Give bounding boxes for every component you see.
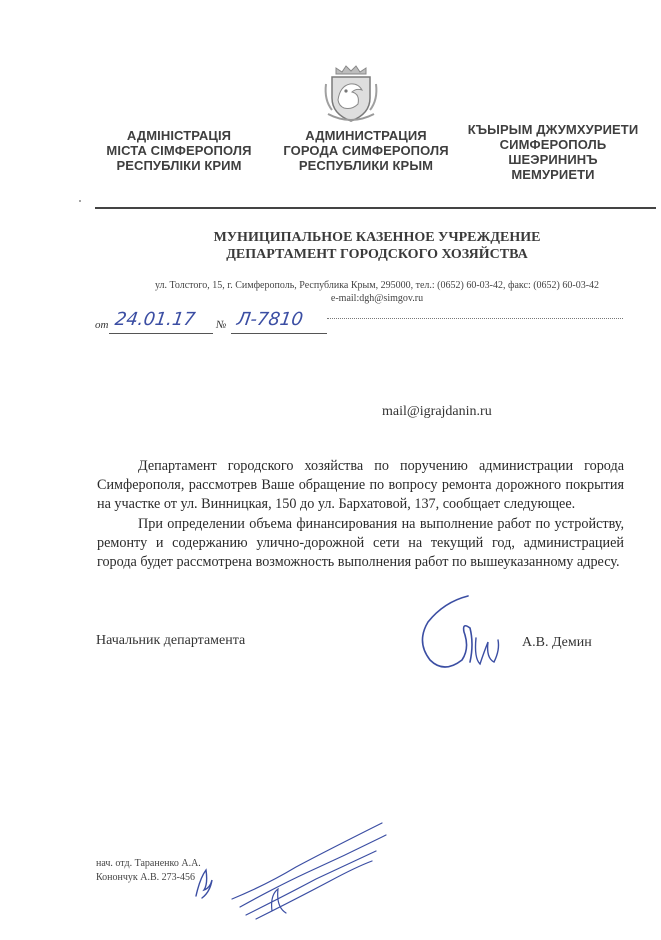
- registration-number: Л-7810: [235, 309, 305, 330]
- header-right-line-4: МЕМУРИЕТИ: [511, 167, 595, 182]
- header-crimean-tatar: [466, 122, 640, 182]
- letter-body: [97, 457, 624, 572]
- header-divider: [95, 207, 656, 209]
- dotted-line: [327, 318, 623, 319]
- crimea-coat-of-arms-icon: [322, 64, 380, 124]
- scan-speck: [79, 200, 81, 202]
- date-underline: [109, 333, 213, 334]
- header-left-line-3: РЕСПУБЛІКИ КРИМ: [116, 158, 242, 173]
- number-underline: [231, 333, 327, 334]
- signatory-name: А.В. Демин: [522, 635, 592, 650]
- header-left-line-1: АДМІНІСТРАЦІЯ: [126, 128, 232, 143]
- executor-line-1: нач. отд. Тараненко А.А.: [96, 858, 201, 869]
- organization-line-1: МУНИЦИПАЛЬНОЕ КАЗЕННОЕ УЧРЕЖДЕНИЕ: [213, 230, 541, 245]
- header-right-line-1: КЪЫРЫМ ДЖУМХУРИЕТИ: [467, 122, 639, 137]
- organization-address: [98, 279, 656, 305]
- executors-note: [96, 857, 201, 885]
- header-mid-line-3: РЕСПУБЛИКИ КРЫМ: [298, 158, 434, 173]
- header-right-line-2: СИМФЕРОПОЛЬ: [499, 137, 607, 152]
- body-paragraph-1: Департамент городского хозяйства по поручению администрации города Симферополя, рассмотрев Ваше обращение по вопросу ремонта дорожного покрытия на участке от ул. Винницкая, 150 до ул. Бархатовой, 137, сообщает следующее.: [97, 458, 624, 513]
- recipient-email: mail@igrajdanin.ru: [382, 404, 492, 419]
- organization-name: [98, 229, 656, 263]
- header-ukrainian: [104, 128, 254, 173]
- email-line: e-mail:dgh@simgov.ru: [330, 293, 424, 304]
- executor-line-2: Конончук А.В. 273-456: [96, 872, 195, 883]
- executor-initials-mark: [190, 866, 218, 900]
- signatory-title: Начальник департамента: [96, 633, 246, 648]
- registration-date: 24.01.17: [113, 309, 197, 330]
- body-paragraph-2: При определении объема финансирования на выполнение работ по устройству, ремонту и содержанию улично-дорожной сети на текущий год, администрацией города будет рассмотрена возможность выполнения работ по вышеуказанному адресу.: [97, 515, 624, 571]
- handwritten-signature: [404, 588, 514, 678]
- header-mid-line-2: ГОРОДА СИМФЕРОПОЛЯ: [283, 143, 449, 158]
- header-right-line-3: ШЕЭРИНИНЪ: [508, 152, 598, 167]
- organization-line-2: ДЕПАРТАМЕНТ ГОРОДСКОГО ХОЗЯЙСТВА: [226, 247, 528, 262]
- header-russian: [278, 128, 454, 173]
- registration-line: [95, 309, 625, 339]
- date-label: от: [95, 319, 109, 331]
- number-label: №: [216, 319, 227, 331]
- header-left-line-2: МІСТА СІМФЕРОПОЛЯ: [106, 143, 252, 158]
- header-mid-line-1: АДМИНИСТРАЦИЯ: [305, 128, 427, 143]
- address-line: ул. Толстого, 15, г. Симферополь, Республика Крым, 295000, тел.: (0652) 60-03-42, факс: (0652) 60-03-42: [154, 280, 600, 291]
- handwritten-visa-scribble: [226, 815, 396, 925]
